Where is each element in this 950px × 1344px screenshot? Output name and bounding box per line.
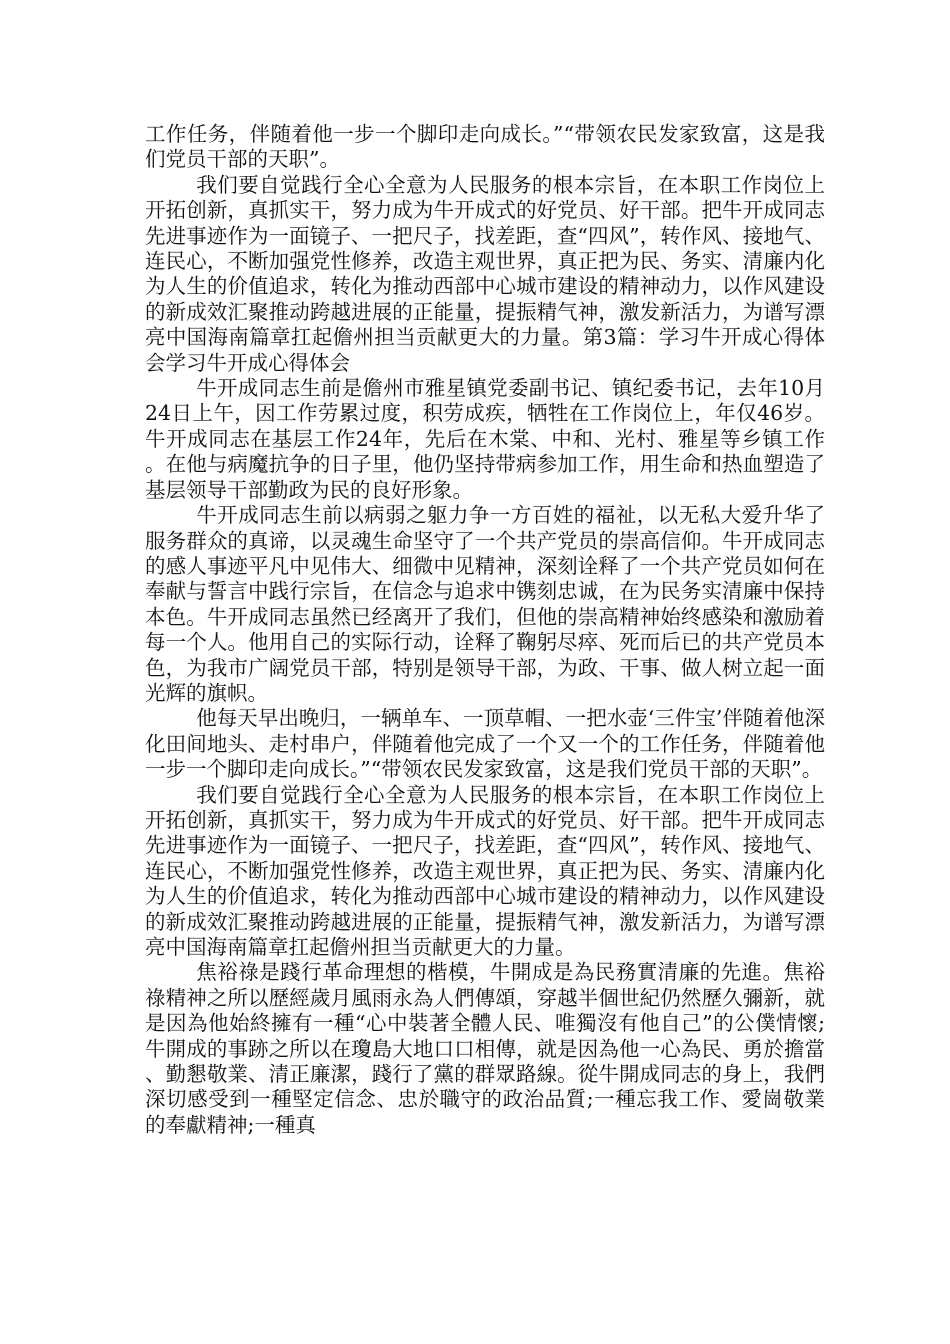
document-page — [145, 122, 825, 1138]
paragraph-5: 他每天早出晚归，一辆单车、一顶草帽、一把水壶‘三件宝’伴随着他深化田间地头、走村串户，伴随着他完成了一个又一个的工作任务，伴随着他一步一个脚印走向成长。”“带领农民发家致富，这是我们党员干部的天职”。 — [145, 706, 825, 782]
paragraph-2: 我们要自觉践行全心全意为人民服务的根本宗旨，在本职工作岗位上开拓创新，真抓实干，努力成为牛开成式的好党员、好干部。把牛开成同志先进事迹作为一面镜子、一把尺子，找差距，查“四风”，转作风、接地气、连民心，不断加强党性修养，改造主观世界，真正把为民、务实、清廉内化为人生的价值追求，转化为推动西部中心城市建设的精神动力，以作风建设的新成效汇聚推动跨越进展的正能量，提振精气神，激发新活力，为谱写漂亮中国海南篇章扛起儋州担当贡献更大的力量。第3篇：学习牛开成心得体会学习牛开成心得体会 — [145, 172, 825, 375]
paragraph-3: 牛开成同志生前是儋州市雅星镇党委副书记、镇纪委书记，去年10月24日上午，因工作劳累过度，积劳成疾，牺牲在工作岗位上，年仅46岁。牛开成同志在基层工作24年，先后在木棠、中和、光村、雅星等乡镇工作。在他与病魔抗争的日子里，他仍坚持带病参加工作，用生命和热血塑造了基层领导干部勤政为民的良好形象。 — [145, 376, 825, 502]
paragraph-4: 牛开成同志生前以病弱之躯力争一方百姓的福祉，以无私大爱升华了服务群众的真谛，以灵魂生命坚守了一个共产党员的崇高信仰。牛开成同志的感人事迹平凡中见伟大、细微中见精神，深刻诠释了一个共产党员如何在奉献与誓言中践行宗旨，在信念与追求中镌刻忠诚，在为民务实清廉中保持本色。牛开成同志虽然已经离开了我们，但他的崇高精神始终感染和激励着每一个人。他用自己的实际行动，诠释了鞠躬尽瘁、死而后已的共产党员本色，为我市广阔党员干部，特别是领导干部，为政、干事、做人树立起一面光辉的旗帜。 — [145, 503, 825, 705]
paragraph-1: 工作任务，伴随着他一步一个脚印走向成长。”“带领农民发家致富，这是我们党员干部的天职”。 — [145, 122, 825, 172]
paragraph-7: 焦裕祿是踐行革命理想的楷模，牛開成是為民務實清廉的先進。焦裕祿精神之所以歷經歲月風雨永為人們傳頌，穿越半個世紀仍然歷久彌新，就是因為他始終擁有一種“心中裝著全體人民、唯獨沒有他自己”的公僕情懷;牛開成的事跡之所以在瓊島大地口口相傳，就是因為他一心為民、勇於擔當、勤懇敬業、清正廉潔，踐行了黨的群眾路線。從牛開成同志的身上，我們深切感受到一種堅定信念、忠於職守的政治品質;一種忘我工作、愛崗敬業的奉獻精神;一種真 — [145, 960, 825, 1137]
paragraph-6: 我们要自觉践行全心全意为人民服务的根本宗旨，在本职工作岗位上开拓创新，真抓实干，努力成为牛开成式的好党员、好干部。把牛开成同志先进事迹作为一面镜子、一把尺子，找差距，查“四风”，转作风、接地气、连民心，不断加强党性修养，改造主观世界，真正把为民、务实、清廉内化为人生的价值追求，转化为推动西部中心城市建设的精神动力，以作风建设的新成效汇聚推动跨越进展的正能量，提振精气神，激发新活力，为谱写漂亮中国海南篇章扛起儋州担当贡献更大的力量。 — [145, 782, 825, 959]
